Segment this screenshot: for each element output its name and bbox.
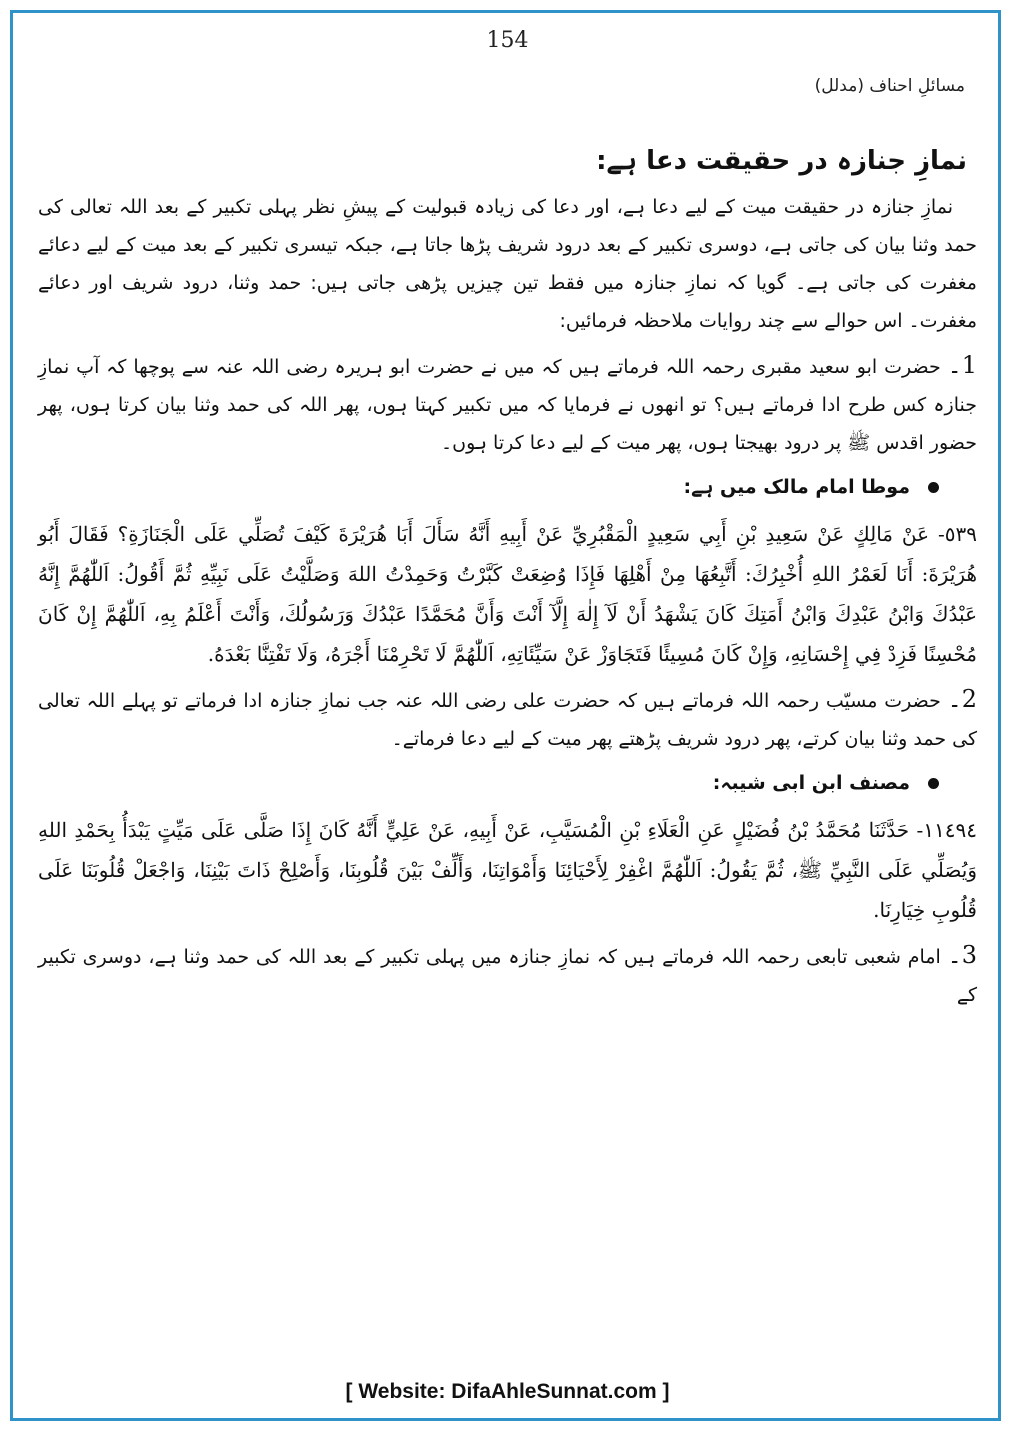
narration-number: 2۔ <box>947 685 977 713</box>
narration-text: امام شعبی تابعی رحمہ اللہ فرماتے ہیں کہ نمازِ جنازہ میں پہلی تکبیر کے بعد اللہ کی حمد وثنا ہے، دوسری تکبیر کے <box>38 946 977 1006</box>
source-bullet <box>38 764 939 802</box>
section-heading: نمازِ جنازہ در حقیقت دعا ہے: <box>596 146 967 176</box>
website-footer: [ Website: DifaAhleSunnat.com ] <box>345 1380 670 1403</box>
source-bullet <box>38 468 939 506</box>
narration-text: حضرت مسیّب رحمہ اللہ فرماتے ہیں کہ حضرت علی رضی اللہ عنہ جب نمازِ جنازہ ادا فرماتے تو پہلے اللہ تعالی کی حمد وثنا بیان کرتے، پھر درود شریف پڑھتے پھر میت کے لیے دعا فرماتے۔ <box>38 690 977 750</box>
narration-1 <box>38 346 977 462</box>
bullet-icon <box>928 482 939 493</box>
narration-3 <box>38 936 977 1014</box>
intro-paragraph: نمازِ جنازہ در حقیقت میت کے لیے دعا ہے، اور دعا کی زیادہ قبولیت کے پیشِ نظر پہلی تکبیر کے بعد اللہ تعالی کی حمد وثنا بیان کی جاتی ہے، دوسری تکبیر کے بعد درود شریف پڑھا جاتا ہے، جبکہ تیسری تکبیر کے بعد میت کے لیے دعائے مغفرت کی جاتی ہے۔ گویا کہ نمازِ جنازہ میں فقط تین چیزیں پڑھی جاتی ہیں: حمد وثنا، درود شریف اور دعائے مغفرت۔ اس حوالے سے چند روایات ملاحظہ فرمائیں: <box>38 196 977 332</box>
narration-number: 3۔ <box>947 941 977 969</box>
page-number: 154 <box>486 28 529 53</box>
narration-number: 1۔ <box>947 351 977 379</box>
page-body <box>38 140 977 1020</box>
narration-2 <box>38 680 977 758</box>
source-label: موطا امام مالک میں ہے: <box>683 476 910 498</box>
narration-text: حضرت ابو سعید مقبری رحمہ اللہ فرماتے ہیں کہ میں نے حضرت ابو ہریرہ رضی اللہ عنہ سے پوچھا کہ آپ نمازِ جنازہ کس طرح ادا فرماتے ہیں؟ تو انھوں نے فرمایا کہ میں تکبیر کہتا ہوں، پھر اللہ کی حمد وثنا بیان کرتا ہوں، پھر حضور اقدس ﷺ پر درود بھیجتا ہوں، پھر میت کے لیے دعا کرتا ہوں۔ <box>38 356 977 454</box>
running-head: مسائلِ احناف (مدلل) <box>814 76 965 96</box>
source-label: مصنف ابن ابی شیبہ: <box>712 772 910 794</box>
arabic-hadith: ١١٤٩٤- حَدَّثَنَا مُحَمَّدُ بْنُ فُضَيْلٍ عَنِ الْعَلَاءِ بْنِ الْمُسَيَّبِ، عَنْ أَبِيهِ، عَنْ عَلِيٍّ أَنَّهُ كَانَ إِذَا صَلَّى عَلَى مَيِّتٍ يَبْدَأُ بِحَمْدِ اللهِ وَيُصَلِّي عَلَى النَّبِيِّ ﷺ، ثُمَّ يَقُولُ: اَللّٰهُمَّ اغْفِرْ لِأَحْيَائِنَا وَأَمْوَاتِنَا، وَأَلِّفْ بَيْنَ قُلُوبِنَا، وَأَصْلِحْ ذَاتَ بَيْنِنَا، وَاجْعَلْ قُلُوبَنَا عَلَى قُلُوبِ خِيَارِنَا. <box>38 818 977 922</box>
bullet-icon <box>928 778 939 789</box>
arabic-hadith: ٥٣٩- عَنْ مَالِكٍ عَنْ سَعِيدِ بْنِ أَبِي سَعِيدٍ الْمَقْبُرِيِّ عَنْ أَبِيهِ أَنَّهُ سَأَلَ أَبَا هُرَيْرَةَ كَيْفَ تُصَلِّي عَلَى الْجَنَازَةِ؟ فَقَالَ أَبُو هُرَيْرَةَ: أَنَا لَعَمْرُ اللهِ أُخْبِرُكَ: أَتَّبِعُهَا مِنْ أَهْلِهَا فَإِذَا وُضِعَتْ كَبَّرْتُ وَحَمِدْتُ اللهَ وَصَلَّيْتُ عَلَى نَبِيِّهِ ثُمَّ أَقُولُ: اَللّٰهُمَّ إِنَّهُ عَبْدُكَ وَابْنُ عَبْدِكَ وَابْنُ أَمَتِكَ كَانَ يَشْهَدُ أَنْ لَآ إِلٰهَ إِلَّآ أَنْتَ وَأَنَّ مُحَمَّدًا عَبْدُكَ وَرَسُولُكَ، وَأَنْتَ أَعْلَمُ بِهِ، اَللّٰهُمَّ إِنْ كَانَ مُحْسِنًا فَزِدْ فِي إِحْسَانِهِ، وَإِنْ كَانَ مُسِيئًا فَتَجَاوَزْ عَنْ سَيِّئَاتِهِ، اَللّٰهُمَّ لَا تَحْرِمْنَا أَجْرَهُ، وَلَا تَفْتِنَّا بَعْدَهُ. <box>38 522 978 666</box>
